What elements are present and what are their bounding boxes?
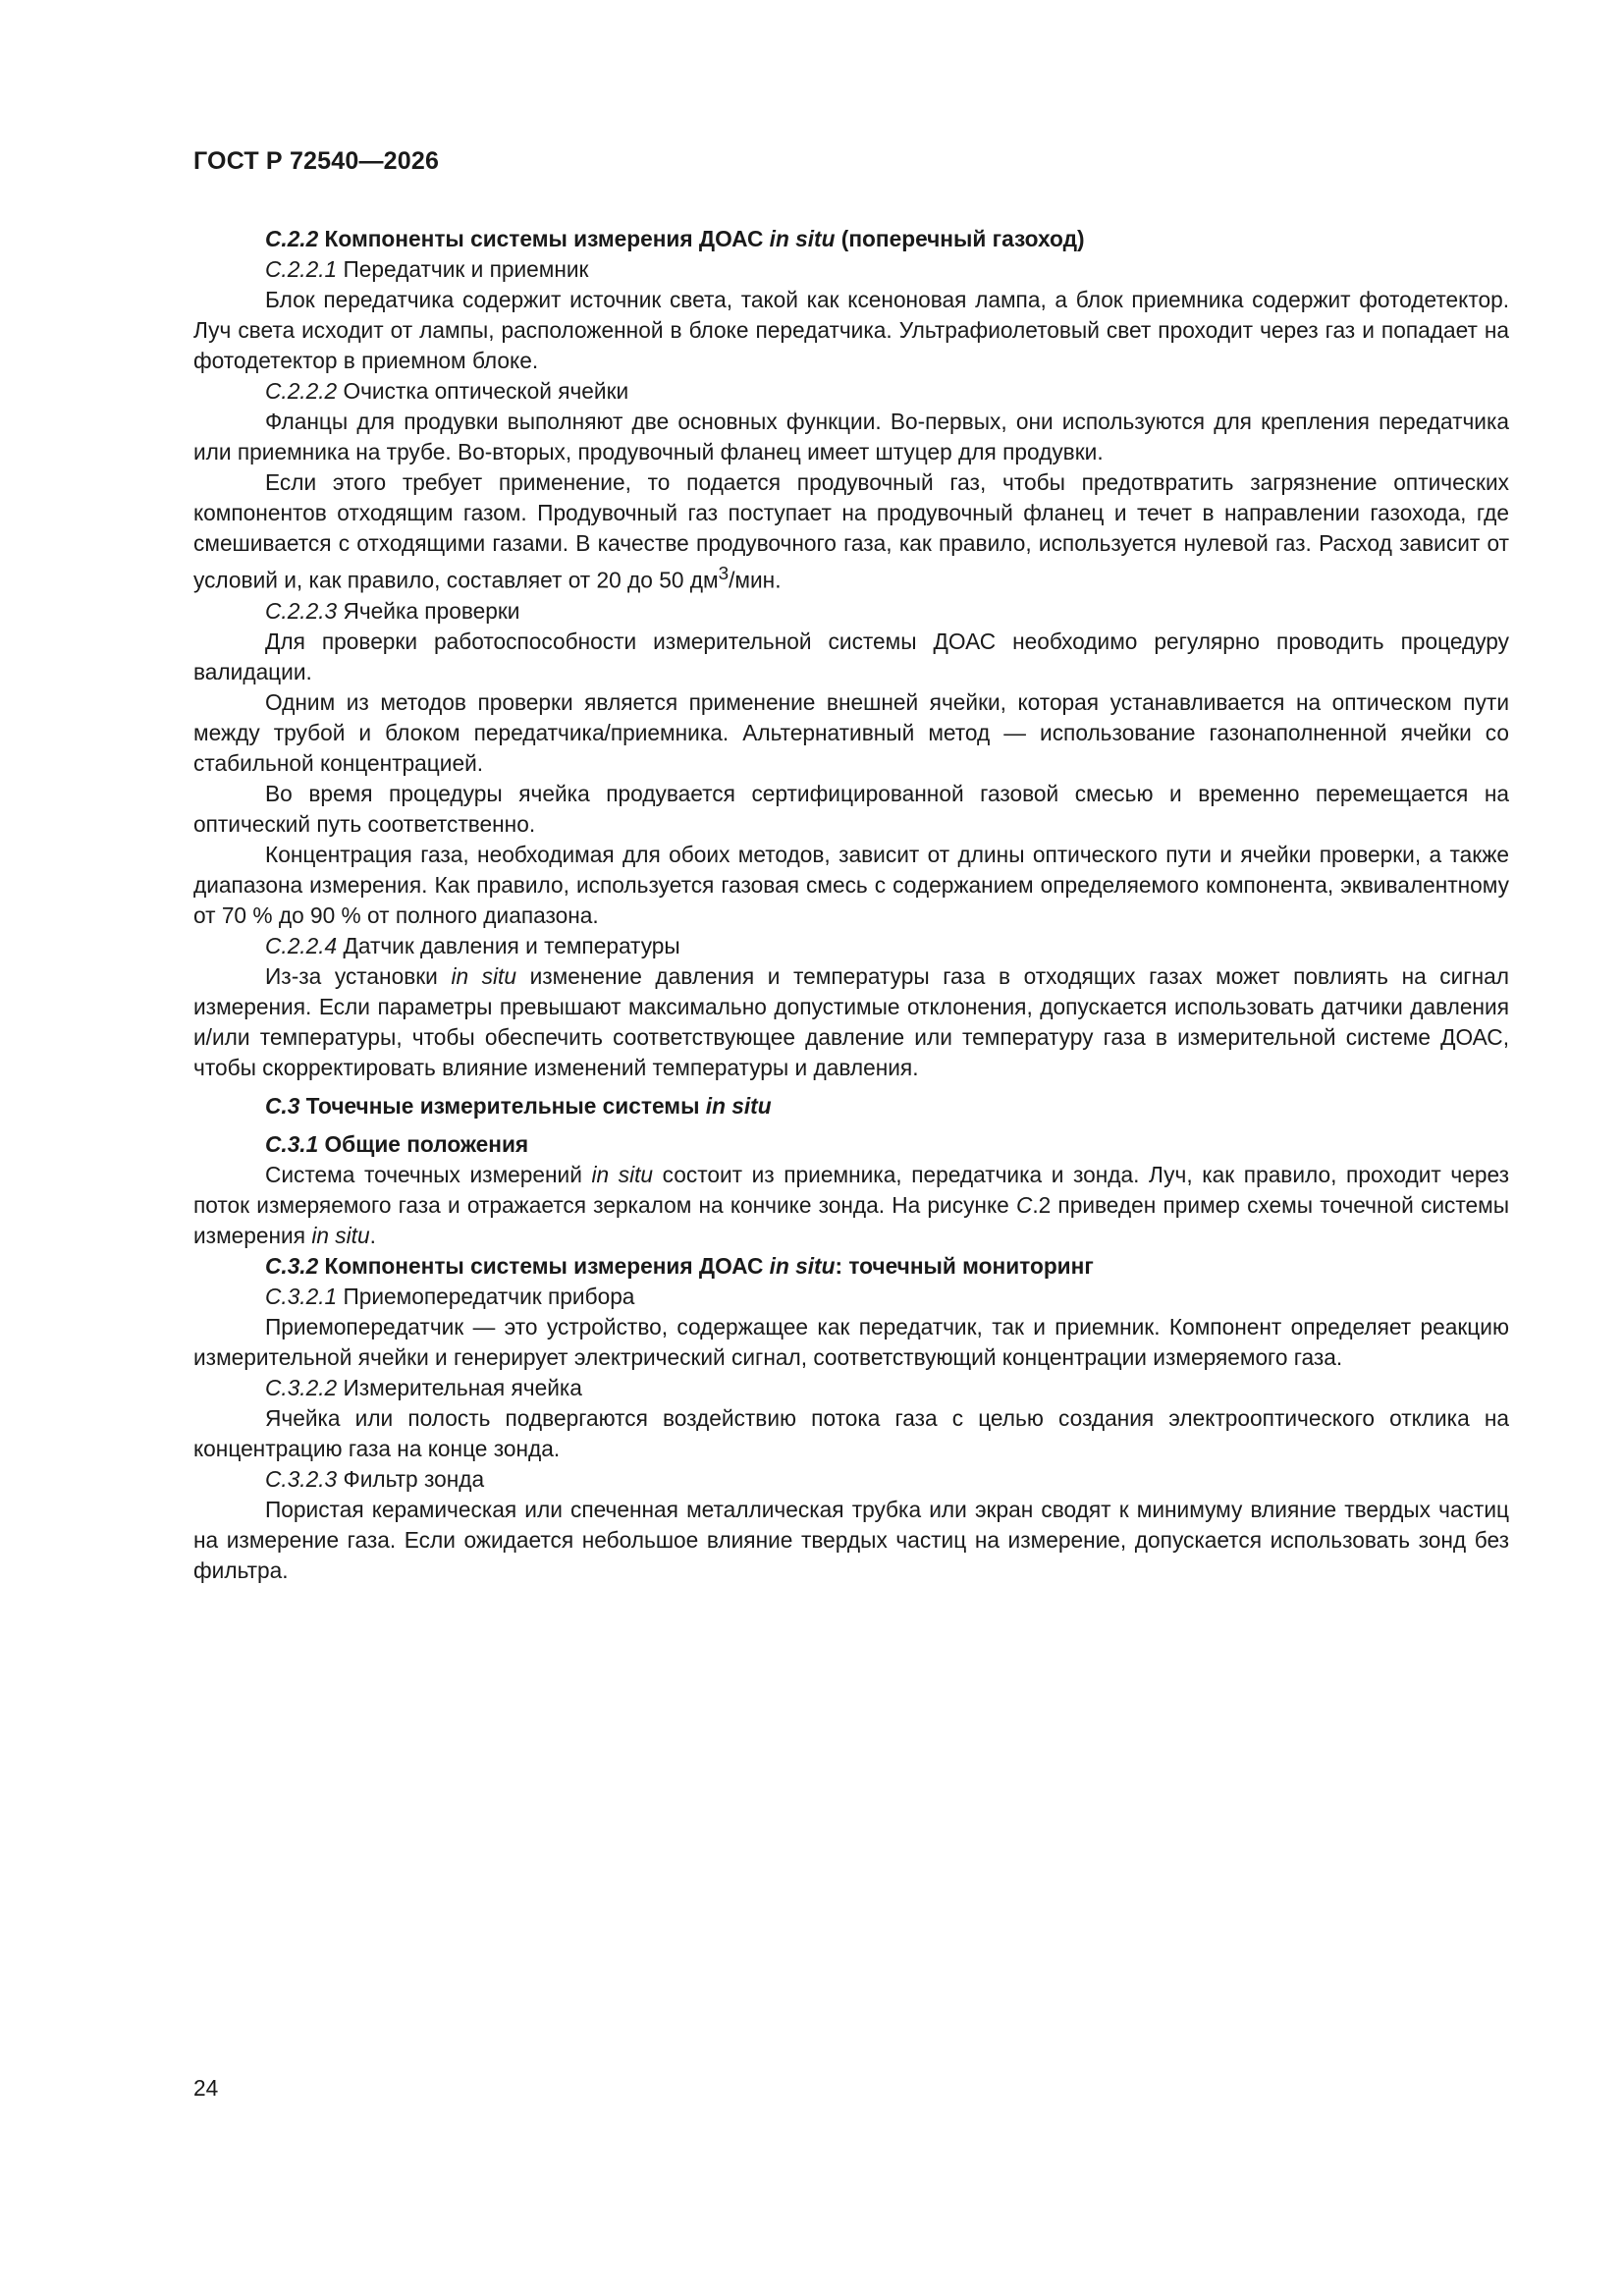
paragraph: [193, 1160, 1509, 1251]
heading-term: in situ: [769, 1252, 836, 1279]
heading-c224: [193, 931, 1509, 961]
paragraph: [193, 961, 1509, 1083]
heading-c322: [193, 1373, 1509, 1403]
heading-text: Ячейка проверки: [337, 597, 520, 624]
heading-c223: [193, 596, 1509, 627]
heading-number: С.3.2.3: [265, 1465, 338, 1492]
heading-number: С.3.2: [265, 1252, 319, 1279]
heading-text: Компоненты системы измерения ДОАС: [318, 1252, 770, 1279]
paragraph: Фланцы для продувки выполняют две основных функции. Во-первых, они используются для крепления передатчика или приемника на трубе. Во-вторых, продувочный фланец имеет штуцер для продувки.: [193, 409, 1509, 465]
heading-text: Очистка оптической ячейки: [337, 378, 629, 404]
heading-text: Передатчик и приемник: [337, 256, 589, 282]
paragraph-text: состоит из приемника, передатчика и зонда. Луч, как правило, проходит через поток измеряемого газа и отражается зеркалом на кончике зонда. На рисунке: [193, 1161, 1509, 1218]
figure-ref: С: [1015, 1191, 1033, 1218]
paragraph: Во время процедуры ячейка продувается сертифицированной газовой смесью и временно перемещается на оптический путь соответственно.: [193, 780, 1509, 837]
paragraph-text: /мин.: [729, 567, 782, 593]
paragraph-text: Из-за установки: [265, 962, 452, 989]
term-in-situ: in situ: [451, 962, 516, 989]
heading-number: С.2.2.3: [265, 597, 338, 624]
heading-term: in situ: [705, 1092, 772, 1119]
document-code: ГОСТ Р 72540—2026: [193, 147, 440, 175]
paragraph-text: изменение давления и температуры газа в отходящих газах может повлиять на сигнал измерения. Если параметры превышают максимально допустимые отклонения, допускается использовать датчики давления и/или температуры, чтобы обеспечить соответствующее давление или температуру газа в измерительной системе ДОАС, чтобы скорректировать влияние изменений температуры и давления.: [193, 962, 1509, 1080]
heading-c221: [193, 254, 1509, 285]
heading-number: С.3.1: [265, 1130, 319, 1157]
heading-text: Общие положения: [318, 1130, 529, 1157]
heading-number: С.2.2.2: [265, 378, 338, 404]
paragraph: Блок передатчика содержит источник света, такой как ксеноновая лампа, а блок приемника содержит фотодетектор. Луч света исходит от лампы, расположенной в блоке передатчика. Ультрафиолетовый свет проходит через газ и попадает на фотодетектор в приемном блоке.: [193, 287, 1509, 373]
heading-term: in situ: [769, 226, 836, 251]
heading-text: Компоненты системы измерения ДОАС: [318, 226, 770, 251]
heading-number: С.2.2.4: [265, 932, 338, 958]
term-in-situ: in situ: [591, 1161, 654, 1187]
heading-text: Фильтр зонда: [337, 1465, 485, 1492]
paragraph: Приемопередатчик — это устройство, содержащее как передатчик, так и приемник. Компонент определяет реакцию измерительной ячейки и генерирует электрический сигнал, соответствующий концентрации измеряемого газа.: [193, 1313, 1509, 1370]
term-in-situ: in situ: [311, 1222, 370, 1248]
paragraph: Концентрация газа, необходимая для обоих методов, зависит от длины оптического пути и ячейки проверки, а также диапазона измерения. Как правило, используется газовая смесь с содержанием определяемого компонента, эквивалентному от 70 % до 90 % от полного диапазона.: [193, 841, 1509, 928]
heading-c22: [193, 224, 1509, 254]
paragraph: [193, 467, 1509, 596]
heading-text: Измерительная ячейка: [337, 1374, 582, 1400]
heading-number: С.2.2.1: [265, 256, 338, 282]
heading-c31: [193, 1129, 1509, 1160]
document-body: [193, 224, 1509, 1586]
paragraph: Одним из методов проверки является применение внешней ячейки, которая устанавливается на оптическом пути между трубой и блоком передатчика/приемника. Альтернативный метод — использование газонаполненной ячейки со стабильной концентрацией.: [193, 688, 1509, 776]
heading-number: С.3: [265, 1092, 300, 1119]
heading-text: : точечный мониторинг: [835, 1252, 1094, 1279]
paragraph-text: .2 приведен пример схемы точечной системы измерения: [193, 1191, 1510, 1248]
paragraph-text: Система точечных измерений: [265, 1161, 592, 1187]
paragraph-text: Если этого требует применение, то подается продувочный газ, чтобы предотвратить загрязнение оптических компонентов отходящим газом. Продувочный газ поступает на продувочный фланец и течет в направлении газохода, где смешивается с отходящими газами. В качестве продувочного газа, как правило, используется нулевой газ. Расход зависит от условий и, как правило, составляет от 20 до 50 дм: [193, 469, 1509, 593]
heading-number: С.2.2: [265, 226, 319, 251]
heading-number: С.3.2.2: [265, 1374, 338, 1400]
heading-text: Приемопередатчик прибора: [337, 1283, 635, 1309]
heading-c32: [193, 1251, 1509, 1282]
heading-c321: [193, 1282, 1509, 1312]
heading-c323: [193, 1464, 1509, 1495]
paragraph-text: .: [369, 1222, 376, 1248]
paragraph: Для проверки работоспособности измерительной системы ДОАС необходимо регулярно проводить процедуру валидации.: [193, 628, 1509, 684]
paragraph: Ячейка или полость подвергаются воздействию потока газа с целью создания электрооптического отклика на концентрацию газа на конце зонда.: [193, 1404, 1509, 1461]
heading-c3: [193, 1091, 1509, 1121]
superscript: 3: [718, 564, 730, 584]
heading-text: Датчик давления и температуры: [337, 932, 680, 958]
page-number: 24: [193, 2075, 219, 2101]
heading-text: Точечные измерительные системы: [299, 1092, 706, 1119]
heading-number: С.3.2.1: [265, 1283, 338, 1309]
heading-text: (поперечный газоход): [835, 226, 1085, 251]
heading-c222: [193, 376, 1509, 407]
paragraph: Пористая керамическая или спеченная металлическая трубка или экран сводят к минимуму влияние твердых частиц на измерение газа. Если ожидается небольшое влияние твердых частиц на измерение, допускается использовать зонд без фильтра.: [193, 1496, 1509, 1583]
